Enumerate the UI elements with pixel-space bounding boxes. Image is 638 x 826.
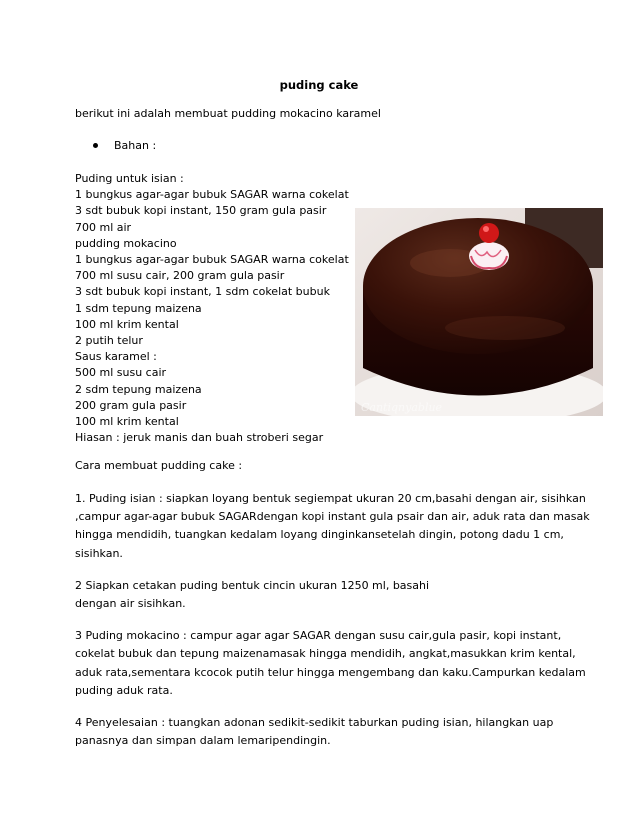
step-line: 3 Puding mokacino : campur agar agar SAGAR dengan susu cair,gula pasir, kopi instant,	[75, 629, 562, 643]
ingredient-line: 1 bungkus agar-agar bubuk SAGAR warna cokelat	[75, 188, 349, 202]
ingredient-line: 2 sdm tepung maizena	[75, 382, 202, 396]
step-line: ,campur agar-agar bubuk SAGARdengan kopi instant gula psair dan air, aduk rata dan masak	[75, 510, 590, 524]
ingredient-line: Puding untuk isian :	[75, 172, 184, 185]
cake-photo	[355, 208, 603, 416]
svg-text:Cantiqnyablue: Cantiqnyablue	[361, 401, 443, 414]
step-paragraph	[75, 714, 575, 750]
ingredient-line: 100 ml krim kental	[75, 317, 179, 331]
ingredient-line: 1 sdm tepung maizena	[75, 301, 202, 315]
ingredient-line: 3 sdt bubuk kopi instant, 1 sdm cokelat bubuk	[75, 285, 330, 299]
step-line: hingga mendidih, tuangkan kedalam loyang dinginkansetelah dingin, potong dadu 1 cm,	[75, 528, 564, 542]
intro-text: berikut ini adalah membuat pudding mokacino karamel	[75, 107, 381, 120]
ingredient-line: Hiasan : jeruk manis dan buah stroberi segar	[75, 431, 324, 445]
ingredient-line: 1 bungkus agar-agar bubuk SAGAR warna cokelat	[75, 253, 349, 267]
ingredient-line: 100 ml krim kental	[75, 415, 179, 429]
step-line: sisihkan.	[75, 546, 123, 560]
step-line: 1. Puding isian : siapkan loyang bentuk segiempat ukuran 20 cm,basahi dengan air, sisihkan	[75, 492, 586, 505]
ingredient-line: Saus karamel :	[75, 350, 157, 364]
ingredients-list	[75, 171, 349, 446]
ingredient-line: 3 sdt bubuk kopi instant, 150 gram gula pasir	[75, 204, 327, 218]
method-heading: Cara membuat pudding cake :	[75, 459, 243, 472]
step-line: cokelat bubuk dan tepung maizenamasak hingga mendidih, angkat,masukkan krim kental,	[75, 647, 576, 661]
ingredient-line: 500 ml susu cair	[75, 366, 167, 380]
step-line: puding aduk rata.	[75, 683, 173, 697]
step-line: aduk rata,sementara kcocok putih telur hingga mengembang dan kaku.Campurkan kedalam	[75, 665, 586, 679]
step-paragraph	[75, 577, 575, 613]
steps-list	[75, 490, 590, 764]
bullet-label: Bahan :	[114, 139, 157, 152]
bullet-item	[93, 139, 156, 152]
ingredient-line: 2 putih telur	[75, 334, 143, 348]
ingredient-line: 700 ml susu cair, 200 gram gula pasir	[75, 269, 285, 283]
ingredient-line: 700 ml air	[75, 220, 132, 234]
step-paragraph	[75, 627, 586, 700]
step-line: dengan air sisihkan.	[75, 597, 186, 611]
step-line: 4 Penyelesaian : tuangkan adonan sedikit-sedikit taburkan puding isian, hilangkan uap	[75, 716, 554, 730]
ingredient-line: pudding mokacino	[75, 236, 177, 250]
step-paragraph	[75, 490, 590, 563]
bullet-icon	[93, 143, 98, 148]
step-line: 2 Siapkan cetakan puding bentuk cincin ukuran 1250 ml, basahi	[75, 578, 430, 592]
ingredient-line: 200 gram gula pasir	[75, 398, 187, 412]
page-title: puding cake	[279, 78, 359, 92]
step-line: panasnya dan simpan dalam lemaripendingin.	[75, 734, 331, 748]
